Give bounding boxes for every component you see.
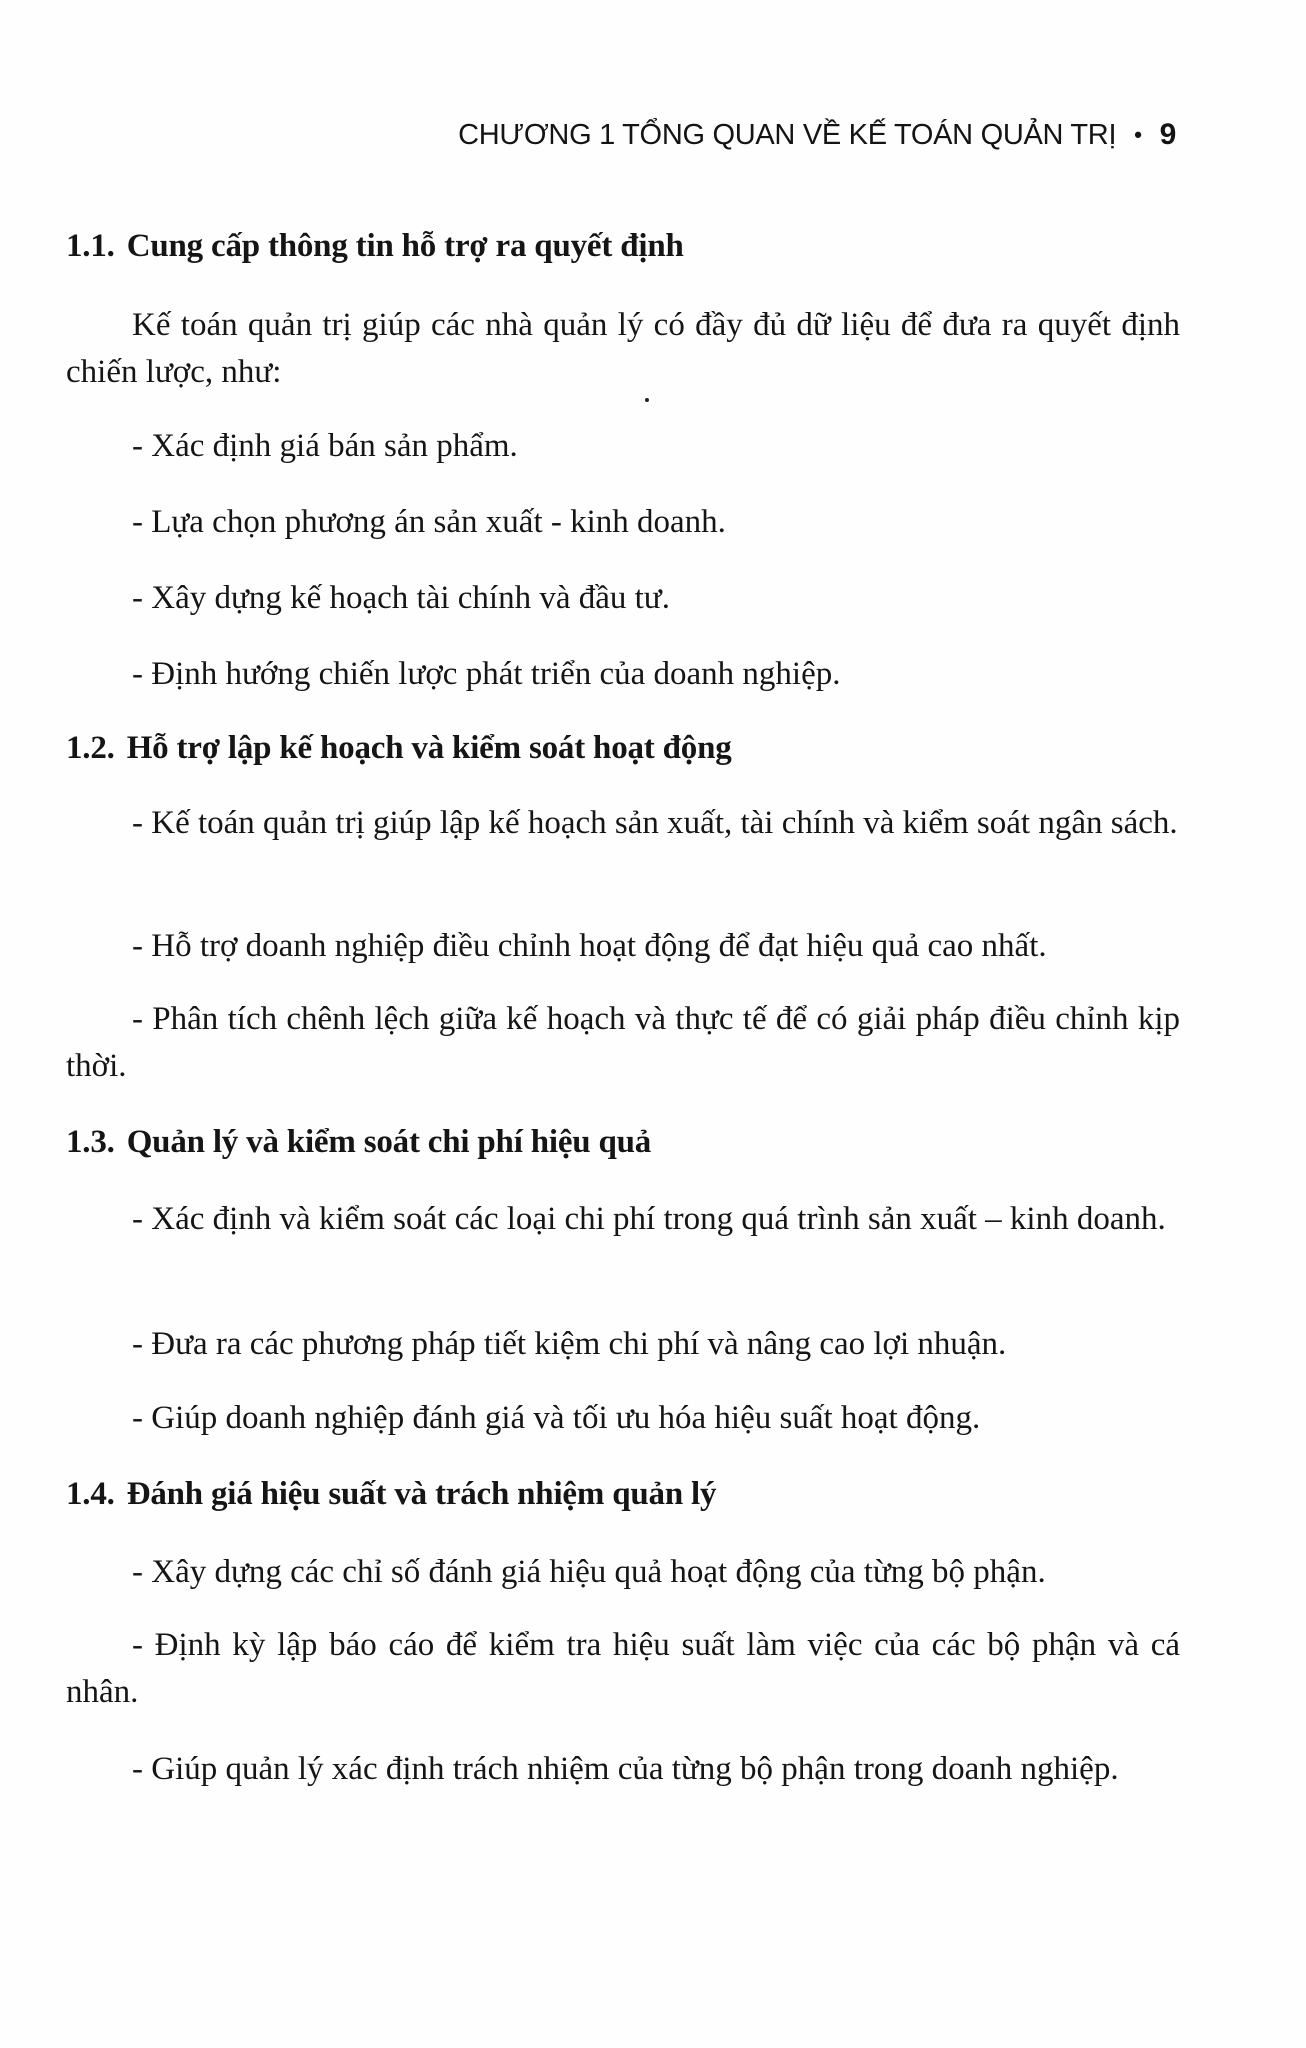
section-intro-1-1: Kế toán quản trị giúp các nhà quản lý có đầy đủ dữ liệu để đưa ra quyết định chiến lược, như: [66, 307, 1180, 390]
list-item: - Xây dựng các chỉ số đánh giá hiệu quả hoạt động của từng bộ phận. [132, 1554, 1046, 1590]
section-title: Đánh giá hiệu suất và trách nhiệm quản lý [126, 1476, 717, 1512]
section-heading-1-4 [66, 1476, 716, 1513]
bullet-separator: • [1134, 122, 1142, 147]
list-item: - Xây dựng kế hoạch tài chính và đầu tư. [132, 580, 670, 616]
page-number: 9 [1159, 118, 1176, 151]
chapter-title: CHƯƠNG 1 TỔNG QUAN VỀ KẾ TOÁN QUẢN TRỊ [458, 118, 1117, 151]
list-item: - Xác định giá bán sản phẩm. [132, 428, 518, 464]
list-item: - Phân tích chênh lệch giữa kế hoạch và thực tế để có giải pháp điều chỉnh kịp thời. [66, 1001, 1180, 1084]
list-item: - Giúp quản lý xác định trách nhiệm của từng bộ phận trong doanh nghiệp. [132, 1751, 1119, 1787]
section-title: Quản lý và kiểm soát chi phí hiệu quả [126, 1124, 652, 1160]
list-item: - Giúp doanh nghiệp đánh giá và tối ưu hóa hiệu suất hoạt động. [132, 1400, 981, 1436]
list-item: - Định hướng chiến lược phát triển của doanh nghiệp. [132, 656, 841, 692]
list-item: - Hỗ trợ doanh nghiệp điều chỉnh hoạt động để đạt hiệu quả cao nhất. [132, 928, 1047, 964]
section-number: 1.1. [66, 228, 115, 264]
list-item: - Kế toán quản trị giúp lập kế hoạch sản xuất, tài chính và kiểm soát ngân sách. [132, 805, 1178, 841]
list-item: - Lựa chọn phương án sản xuất - kinh doanh. [132, 504, 726, 540]
section-number: 1.3. [66, 1124, 115, 1160]
running-header [458, 118, 1176, 152]
section-heading-1-3 [66, 1124, 651, 1161]
section-heading-1-2 [66, 730, 732, 767]
list-item: - Đưa ra các phương pháp tiết kiệm chi phí và nâng cao lợi nhuận. [132, 1326, 1007, 1362]
list-item: - Xác định và kiểm soát các loại chi phí trong quá trình sản xuất – kinh doanh. [132, 1201, 1166, 1237]
section-heading-1-1 [66, 228, 684, 265]
section-title: Hỗ trợ lập kế hoạch và kiểm soát hoạt động [126, 730, 732, 766]
scan-speck [645, 398, 649, 402]
section-number: 1.4. [66, 1476, 115, 1512]
section-title: Cung cấp thông tin hỗ trợ ra quyết định [126, 228, 684, 264]
list-item: - Định kỳ lập báo cáo để kiểm tra hiệu suất làm việc của các bộ phận và cá nhân. [66, 1627, 1180, 1710]
section-number: 1.2. [66, 730, 115, 766]
